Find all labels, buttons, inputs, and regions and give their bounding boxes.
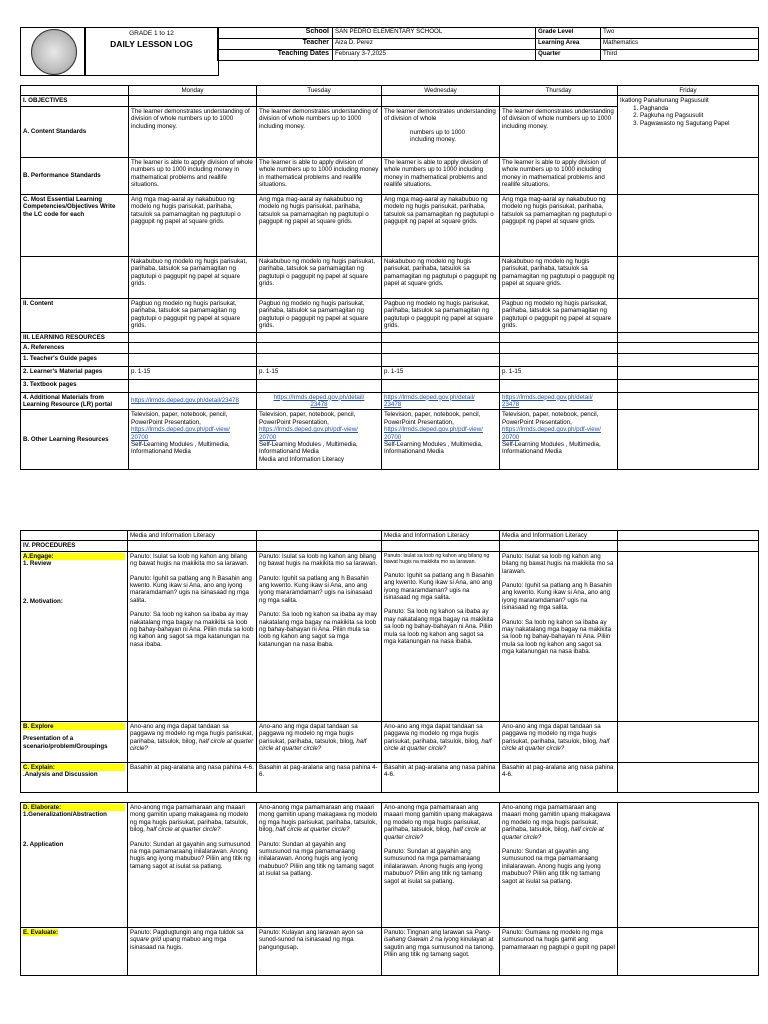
day-header-thursday: Thursday (500, 86, 618, 96)
evaluate-cell (21, 928, 128, 976)
motivation-text: Panuto: Iguhit sa patlang ang h Basahin ang kwento. Kung ikaw si Ana, ano ang iyong mararamdaman? ugis na isinasaad ng mga salita. (130, 574, 252, 604)
teachers-guide-label: 1. Teacher's Guide pages (21, 353, 129, 366)
motivation-text: Panuto: Sa loob ng kahon sa ibaba ay may nakatalang mga bagay na makikita sa loob ng bahay-bahayan ni Ana. Piliin mula sa loob ng kahon ang sagot sa mga katanungan na nasa ibaba. (259, 611, 377, 648)
friday-test-title: Ikatlong Panahunang Pagsusulit (620, 97, 709, 105)
elaborate-monday (128, 803, 257, 928)
other-link-part: https://lrmds.deped.gov.ph/pdf-view/ (502, 426, 601, 434)
lr-link-part: https://lrmds.deped.gov.ph/detail/ (502, 393, 593, 401)
evaluate-tuesday: Panuto: Kulayan ang larawan ayon sa sunod-sunod na isinasaad ng mga pangungusap. (257, 928, 382, 976)
engage-wednesday (382, 551, 500, 721)
application-text: Panuto: Sundan at gayahin ang sumusunod na mga pamamaraang inilalarawan. Anong hugis ang iyong mabubuo? Piliin ang titik ng tamang sagot at isulat sa patlang. (502, 848, 601, 885)
grade-level-label: Grade Level (536, 28, 601, 39)
lr-portal-label: 4. Additional Materials from Learning Resource (LR) portal (21, 392, 129, 410)
explore-text: Ano-ano ang mga dapat tandaan sa paggawa ng modelo ng mga hugis parisukat, parihaba, tatsulok, bilog, (259, 722, 358, 745)
day-header-wednesday: Wednesday (382, 86, 500, 96)
lm-pages-wednesday: p. 1-15 (382, 366, 500, 379)
school-label: School (218, 28, 333, 39)
quarter-value: Third (601, 50, 759, 61)
textbook-label: 3. Textbook pages (21, 379, 129, 392)
other-res-text: Television, paper, notebook, pencil, PowerPoint Presentation, (502, 411, 599, 426)
elaborate-wednesday (382, 803, 500, 928)
explore-thursday (500, 721, 618, 762)
elaborate-text-italic: half circle at quarter circle? (146, 826, 221, 834)
other-res-text: Television, paper, notebook, pencil, PowerPoint Presentation, (131, 411, 228, 426)
lm-pages-tuesday: p. 1-15 (257, 366, 382, 379)
header-title-box (84, 27, 219, 76)
grade-range: GRADE 1 to 12 (129, 30, 174, 37)
other-res-thursday (500, 410, 618, 470)
engage-monday (128, 551, 257, 721)
elaborate-thursday (500, 803, 618, 928)
motivation-label: 2. Motivation: (23, 597, 63, 605)
friday-test-cell (618, 96, 759, 157)
content-std-wednesday (382, 106, 500, 157)
review-text: Panuto: Isulat sa loob ng kahon ang bilang ng bawat hugis na makikita mo sa larawan. (502, 552, 614, 575)
elaborate-cell (21, 803, 128, 928)
learning-resources-heading: III. LEARNING RESOURCES (21, 332, 129, 342)
explore-monday (128, 721, 257, 762)
engage-tuesday (257, 551, 382, 721)
day-header-tuesday: Tuesday (257, 86, 382, 96)
elaborate-text: Ano-anong mga pamamaraan ang maaari mong gamitin upang makagawa ng modelo ng mga hugis parisukat, parihaba, tatsulok, bilog, (502, 804, 611, 834)
review-text: Panuto: Isulat sa loob ng kahon ang bilang ng bawat hugis na makikita mo sa larawan. (384, 552, 490, 565)
other-res-link[interactable] (384, 426, 497, 441)
evaluate-wednesday (382, 928, 500, 976)
content-label: II. Content (21, 298, 129, 332)
mil-wednesday: Media and Information Literacy (382, 531, 500, 541)
other-res-monday (129, 410, 257, 470)
other-res-text: Self-Learning Modules , Multimedia, Informationand Media (259, 441, 358, 456)
melc-a-tuesday: Ang mga mag-aaral ay nakabubuo ng modelo ng hugis parisukat, parihaba, tatsulok sa pamamagitan ng pagtutupi o paggupit ng papel at square grids. (257, 194, 382, 256)
engage-thursday (500, 551, 618, 721)
teacher-label: Teacher (218, 39, 333, 50)
other-res-link[interactable] (259, 426, 379, 441)
day-header-monday: Monday (129, 86, 257, 96)
elaborate-text: Ano-anong mga pamamaraan ang maaari mong gamitin upang makagawa ng modelo ng mga hugis parisukat, parihaba, tatsulok, bilog, (259, 804, 378, 834)
melc-a-thursday: Ang mga mag-aaral ay nakabubuo ng modelo ng hugis parisukat, parihaba, tatsulok sa pamamagitan ng pagtutupi o paggupit ng papel at square grids. (500, 194, 618, 256)
objectives-heading: I. OBJECTIVES (21, 96, 129, 106)
other-res-text: Self-Learning Modules , Multimedia, Informationand Media (502, 441, 601, 456)
friday-item: 3. Pagwawasto ng Sagutang Papel (640, 120, 756, 127)
other-res-tuesday (257, 410, 382, 470)
evaluate-label: E. Evaluate: (23, 929, 59, 936)
objectives-table (20, 85, 759, 470)
evaluate-text-italic: Pang-isahang Gawain 2 (384, 929, 492, 944)
other-link-part: 20700 (384, 433, 402, 441)
motivation-text: Panuto: Sa loob ng kahon sa ibaba ay may nakatalang mga bagay na makikita sa loob ng bahay-bahayan ni Ana. Piliin mula sa loob ng kahon ang sagot sa mga katanungan na nasa ibaba. (130, 611, 254, 648)
explore-text: Ano-ano ang mga dapat tandaan sa paggawa ng modelo ng mga hugis parisukat, parihaba, tatsulok, bilog, (130, 722, 254, 745)
other-link-part: https://lrmds.deped.gov.ph/pdf-view/ (384, 426, 483, 434)
content-std-wed-extra: numbers up to 1000 including money. (410, 128, 466, 144)
content-std-wed-text: The learner demonstrates understanding of division of whole (384, 107, 496, 123)
application-label: 2. Application (23, 840, 64, 848)
content-standards-label: A. Content Standards (21, 106, 129, 157)
motivation-text: Panuto: Iguhit sa patlang ang h Basahin ang kwento. Kung ikaw si Ana, ano ang iyong mararamdaman? ugis na isinasaad ng mga salita. (502, 582, 612, 612)
explore-text-italic: half circle at quarter circle? (384, 737, 492, 753)
school-value: SAN PEDRO ELEMENTARY SCHOOL (333, 28, 536, 39)
review-label: 1. Review (23, 560, 52, 568)
lm-pages-thursday: p. 1-15 (500, 366, 618, 379)
application-text: Panuto: Sundan at gayahin ang sumusunod na mga pamamaraang inilalarawan. Anong hugis ang iyong mabubuo? Piliin ang titik ng tamang sagot at isulat sa patlang. (130, 840, 251, 870)
other-link-part: 20700 (259, 433, 277, 441)
elaborate-text-italic: half circle at quarter circle? (275, 826, 350, 834)
content-std-thursday: The learner demonstrates understanding of division of whole numbers up to 1000 including money. (500, 106, 618, 157)
day-header-friday: Friday (618, 86, 759, 96)
engage-cell (21, 551, 128, 721)
lm-pages-monday: p. 1-15 (129, 366, 257, 379)
evaluate-monday (128, 928, 257, 976)
elaborate-text-italic: half circle at quarter circle? (502, 826, 604, 841)
application-text: Panuto: Sundan at gayahin ang sumusunod na mga pamamaraang inilalarawan. Anong hugis ang iyong mabubuo? Piliin ang titik ng tamang sagot at isulat sa patlang. (384, 848, 483, 885)
explore-text-italic: half circle at quarter circle? (502, 737, 610, 753)
elaborate-text: Ano-anong mga pamamaraan ang maaari mong gamitin upang makagawa ng modelo ng mga hugis parisukat, parihaba, tatsulok, bilog, (130, 804, 249, 834)
content-tuesday: Pagbuo ng modelo ng hugis parisukat, parihaba, tatsulok sa pamamagitan ng pagtutupi o paggupit ng papel at square grids. (257, 298, 382, 332)
explore-sub-label: Presentation of a scenario/problem/Groupings (23, 735, 108, 750)
melc-b-tuesday: Nakabubuo ng modelo ng hugis parisukat, parihaba, tatsulok sa pamamagitan ng pagtutupi o paggupit ng papel at square grids. (257, 256, 382, 298)
learning-area-value: Mathematics (601, 39, 759, 50)
other-res-text: Television, paper, notebook, pencil, PowerPoint Presentation, (259, 411, 356, 426)
day-header-blank (21, 86, 129, 96)
elaborate-table (20, 802, 759, 976)
lr-link-thursday[interactable] (502, 394, 593, 408)
lr-link-wednesday[interactable] (384, 394, 475, 408)
teaching-dates-label: Teaching Dates (218, 50, 333, 61)
quarter-label: Quarter (536, 50, 601, 61)
melc-a-wednesday: Ang mga mag-aaral ay nakabubuo ng modelo ng hugis parisukat, parihaba, tatsulok sa pamamagitan ng pagtutupi o paggupit ng papel at square grids. (382, 194, 500, 256)
evaluate-text: Panuto: Pagdugtungin ang mga tuldok sa (130, 929, 244, 936)
learners-material-label: 2. Learner's Material pages (21, 366, 129, 379)
evaluate-thursday: Panuto: Gumawa ng modelo ng mga sumusunod na hugis gamit ang pamamaraan ng pagtupi o gupit ng papel (500, 928, 618, 976)
lr-link-part: 23478 (502, 401, 520, 409)
references-label: A. References (21, 343, 129, 353)
melc-b-monday: Nakabubuo ng modelo ng hugis parisukat, parihaba, tatsulok sa pamamagitan ng pagtutupi o paggupit ng papel at square grids. (129, 256, 257, 298)
application-text: Panuto: Sundan at gayahin ang sumusunod na mga pamamaraang inilalarawan. Anong hugis ang iyong mabubuo? Piliin ang titik ng tamang sagot at isulat sa patlang. (259, 840, 374, 878)
explain-sub-label: .Analysis and Discussion (23, 771, 98, 779)
elaborate-text: Ano-anong mga pamamaraan ang maaari mong gamitin upang makagawa ng modelo ng mga hugis parisukat, parihaba, tatsulok, bilog, (384, 804, 493, 834)
other-link-part: 20700 (502, 433, 520, 441)
content-monday: Pagbuo ng modelo ng hugis parisukat, parihaba, tatsulok sa pamamagitan ng pagtutupi o paggupit ng papel at square grids. (129, 298, 257, 332)
performance-standards-label: B. Performance Standards (21, 157, 129, 194)
melc-label: C. Most Essential Learning Competencies/Objectives Write the LC code for each (21, 194, 129, 256)
other-res-text: Self-Learning Modules , Multimedia, Informationand Media (131, 441, 230, 456)
explore-cell (21, 721, 128, 762)
review-text: Panuto: Isulat sa loob ng kahon ang bilang ng bawat hugis na makikita mo sa larawan. (130, 552, 249, 568)
lr-link-part: 23478 (384, 401, 402, 409)
motivation-text: Panuto: Sa loob ng kahon sa ibaba ay may nakatalang mga bagay na makikita sa loob ng bahay-bahayan ni Ana. Piliin mula sa loob ng kahon ang sagot sa mga katanungan na nasa ibaba. (502, 618, 612, 656)
generalization-label: 1.Generalization/Abstraction (23, 811, 107, 819)
lr-link-part: https://lrmds.deped.gov.ph/detail/ (273, 393, 365, 401)
explore-wednesday (382, 721, 500, 762)
header-info-table (217, 27, 759, 61)
teaching-dates-value: February 3-7,2025 (333, 50, 536, 61)
review-text: Panuto: Isulat sa loob ng kahon ang bilang ng bawat hugis na makikita mo sa larawan. (259, 552, 378, 568)
content-wednesday: Pagbuo ng modelo ng hugis parisukat, parihaba, tatsulok sa pamamagitan ng pagtutupi o paggupit ng papel at square grids. (382, 298, 500, 332)
header-logo-box (20, 27, 86, 76)
motivation-text: Panuto: Sa loob ng kahon sa ibaba ay may nakatalang mga bagay na makikita sa loob ng bahay-bahayan ni Ana. Piliin mula sa loob ng kahon ang sagot sa mga katanungan na nasa ibaba. (384, 608, 494, 646)
perf-thursday: The learner is able to apply division of whole numbers up to 1000 including money in mathematical problems and reallife situations. (500, 157, 618, 194)
explore-tuesday (257, 721, 382, 762)
other-link-part: https://lrmds.deped.gov.ph/pdf-view/ (131, 426, 230, 434)
evaluate-text-italic: square grid (130, 936, 161, 944)
motivation-text: Panuto: Iguhit sa patlang ang h Basahin ang kwento. Kung ikaw si Ana, ano ang iyong mararamdaman? ugis na isinasaad ng mga salita. (384, 571, 494, 602)
explain-monday: Basahin at pag-aralana ang nasa pahina 4-6. (128, 762, 257, 792)
page-title: DAILY LESSON LOG (110, 39, 193, 49)
procedures-table (20, 530, 759, 793)
deped-seal-icon (31, 29, 77, 75)
evaluate-label-wrap (23, 929, 125, 936)
mil-thursday: Media and Information Literacy (500, 531, 618, 541)
lr-link-part: https://lrmds.deped.gov.ph/detail/ (384, 393, 475, 401)
content-std-monday: The learner demonstrates understanding of division of whole numbers up to 1000 including money. (129, 106, 257, 157)
other-link-part: https://lrmds.deped.gov.ph/pdf-view/ (259, 426, 358, 434)
lr-link-tuesday[interactable] (274, 394, 365, 408)
evaluate-text: na iyong kinulayan at sagutin ang mga sumusunod na tanong. Piliin ang titik ng tamang sagot. (384, 936, 495, 959)
other-res-link[interactable] (502, 426, 615, 441)
melc-a-monday: Ang mga mag-aaral ay nakabubuo ng modelo ng hugis parisukat, parihaba, tatsulok sa pamamagitan ng pagtutupi o paggupit ng papel at square grids. (129, 194, 257, 256)
explore-text-italic: half circle at quarter circle? (130, 737, 254, 753)
engage-label: A.Engage: (23, 553, 125, 560)
melc-b-wednesday: Nakabubuo ng modelo ng hugis parisukat, parihaba, tatsulok sa pamamagitan ng pagtutupi o paggupit ng papel at square grids. (382, 256, 500, 298)
other-res-text: Television, paper, notebook, pencil, PowerPoint Presentation, (384, 411, 481, 426)
motivation-text: Panuto: Iguhit sa patlang ang h Basahin ang kwento. Kung ikaw si Ana, ano ang iyong mararamdaman? ugis na isinasaad ng mga salita. (259, 574, 373, 604)
elaborate-tuesday (257, 803, 382, 928)
other-link-part: 20700 (131, 433, 149, 441)
mil-monday: Media and Information Literacy (128, 531, 257, 541)
evaluate-text: Panuto: Tingnan ang larawan sa (384, 929, 473, 936)
perf-tuesday: The learner is able to apply division of whole numbers up to 1000 including money in mathematical problems and reallife situations. (257, 157, 382, 194)
lr-link-part: 23478 (310, 401, 328, 409)
friday-item: 2. Pagkuha ng Pagsusulit (640, 112, 756, 119)
grade-level-value: Two (601, 28, 759, 39)
explain-wednesday: Basahin at pag-aralana ang nasa pahina 4-6. (382, 762, 500, 792)
content-std-tuesday: The learner demonstrates understanding of division of whole numbers up to 1000 including money. (257, 106, 382, 157)
explain-cell (21, 762, 128, 792)
evaluate-text: upang mabuo ang mga isinasaad na hugis. (130, 936, 227, 951)
explore-text-italic: half circle at quarter circle? (259, 737, 367, 753)
melc-b-thursday: Nakabubuo ng modelo ng hugis parisukat, parihaba, tatsulok sa pamamagitan ng pagtutupi o paggupit ng papel at square grids. (500, 256, 618, 298)
explore-text: Ano-ano ang mga dapat tandaan sa paggawa ng modelo ng mga hugis parisukat, parihaba, tatsulok, bilog, (384, 722, 483, 745)
other-resources-label: B. Other Learning Resources (21, 410, 129, 470)
explain-tuesday: Basahin at pag-aralana ang nasa pahina 4-6. (257, 762, 382, 792)
perf-monday: The learner is able to apply division of whole numbers up to 1000 including money in mathematical problems and reallife situations. (129, 157, 257, 194)
explore-text: Ano-ano ang mga dapat tandaan sa paggawa ng modelo ng mga hugis parisukat, parihaba, tatsulok, bilog, (502, 722, 601, 745)
elaborate-text-italic: half circle at quarter circle? (384, 826, 486, 841)
friday-item: 1. Paghanda (640, 105, 756, 112)
teacher-value: Aiza D. Perez (333, 39, 536, 50)
explain-thursday: Basahin at pag-aralana ang nasa pahina 4-6. (500, 762, 618, 792)
explain-label: C. Explain: (23, 764, 125, 771)
explore-label: B. Explore (23, 723, 125, 730)
learning-area-label: Learning Area (536, 39, 601, 50)
other-res-wednesday (382, 410, 500, 470)
other-res-link[interactable] (131, 426, 254, 441)
lr-link-monday[interactable]: https://lrmds.deped.gov.ph/detail/23478 (131, 397, 239, 405)
other-res-text: Media and Information Literacy (259, 455, 344, 463)
other-res-text: Self-Learning Modules , Multimedia, Informationand Media (384, 441, 483, 456)
content-thursday: Pagbuo ng modelo ng hugis parisukat, parihaba, tatsulok sa pamamagitan ng pagtutupi o paggupit ng papel at square grids. (500, 298, 618, 332)
elaborate-label: D. Elaborate: (23, 804, 125, 811)
procedures-heading: IV. PROCEDURES (21, 541, 128, 551)
perf-wednesday: The learner is able to apply division of whole numbers up to 1000 including money in mathematical problems and reallife situations. (382, 157, 500, 194)
